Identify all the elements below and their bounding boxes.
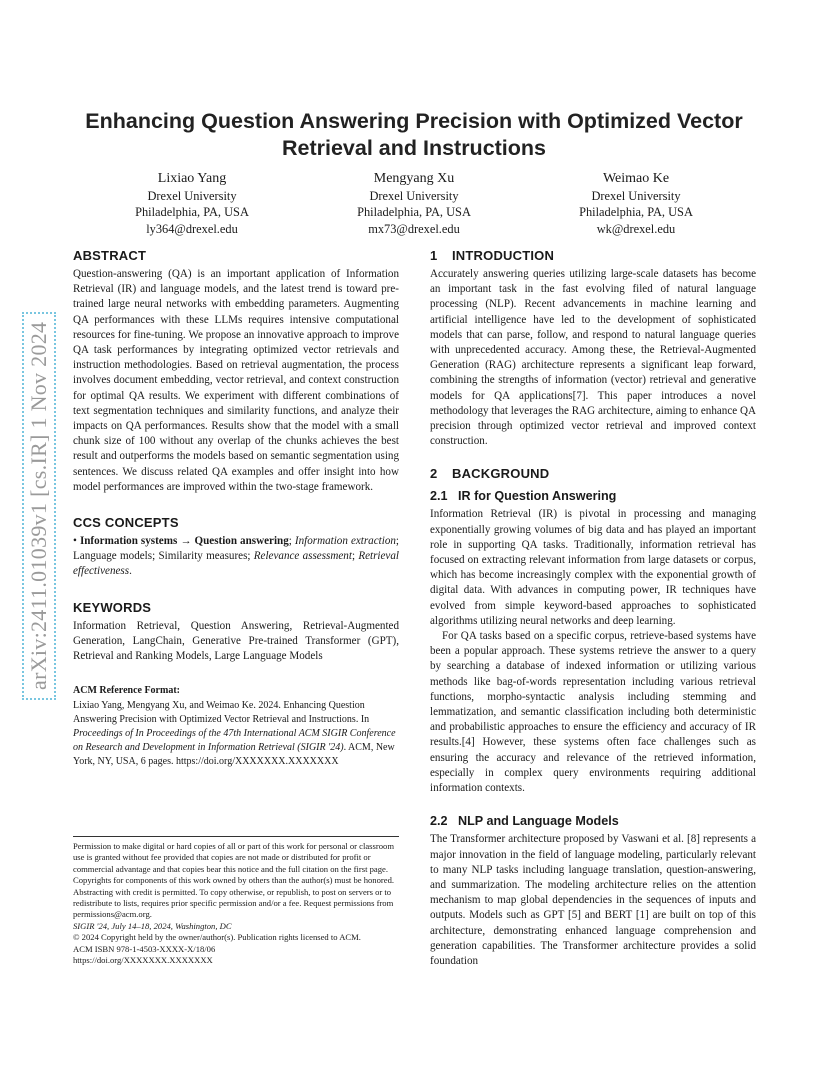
ccs-separator: ; (351, 550, 359, 563)
author-block (87, 170, 297, 237)
reference-format-heading: ACM Reference Format: (73, 685, 180, 697)
subsection-nlp-heading (430, 813, 756, 829)
background-heading (430, 466, 756, 482)
author-block (309, 170, 519, 237)
reference-part2: . ACM, New York, NY, USA, 6 pages. https://doi.org/XXXXXXX.XXXXXXX (73, 742, 395, 768)
ccs-retrieval-effectiveness: Retrieval effectiveness (73, 550, 399, 578)
keywords-text: Information Retrieval, Question Answering, Retrieval-Augmented Generation, LangChain, Generative Pre-trained Transformer (GPT), Retrieval and Ranking Models, Large Language Models (73, 619, 399, 663)
ccs-bullet: • (73, 535, 77, 548)
permission-text: Permission to make digital or hard copies of all or part of this work for personal or classroom use is granted without fee provided that copies are not made or distributed for profit or commercial advantage and that copies bear this notice and the full citation on the first page. Copyrights for components of this work owned by others than the author(s) must be honored. Abstracting with credit is permitted. To copy otherwise, or republish, to post on servers or to redistribute to lists, requires prior specific permission and/or a fee. Request permissions from permissions@acm.org. (73, 841, 395, 920)
reference-format-text (73, 699, 399, 769)
ir-qa-paragraph-2: For QA tasks based on a specific corpus, retrieve-based systems have been a popular approach. These systems retrieve the answer to a query by searching a database of indexed information or utilizing various methods like bag-of-words representation including various retrieval functions, morpho-syntactic analysis including stemming and lemmatization, and semantic classification including both deterministic and probabilistic approaches to ensure the efficiency and accuracy of IR results.[4] However, these systems often face challenges such as ensuring the accuracy and relevance of the retrieved information, especially in complex query environments requiring additional information contexts. (430, 630, 756, 795)
abstract-heading: ABSTRACT (73, 248, 147, 263)
reference-venue: Proceedings of In Proceedings of the 47th International ACM SIGIR Conference on Research and Development in Information Retrieval (SIGIR '24) (73, 728, 396, 754)
ccs-end: . (129, 565, 132, 578)
subsection-title: NLP and Language Models (458, 814, 619, 829)
author-email: ly364@drexel.edu (146, 221, 238, 236)
subsection-number: 2.1 (430, 489, 448, 504)
author-name: Weimao Ke (602, 171, 670, 186)
section-title: BACKGROUND (452, 466, 550, 482)
author-affiliation: Drexel University (369, 189, 459, 203)
author-email: mx73@drexel.edu (368, 221, 460, 236)
arxiv-stamp[interactable]: arXiv:2411.01039v1 [cs.IR] 1 Nov 2024 (22, 312, 56, 700)
author-email: wk@drexel.edu (596, 221, 676, 236)
doi-line[interactable]: https://doi.org/XXXXXXX.XXXXXXX (73, 955, 213, 966)
paper-title: Enhancing Question Answering Precision with Optimized Vector Retrieval and Instructions (85, 109, 743, 160)
ccs-separator: ; (288, 535, 295, 548)
section-number: 2 (430, 466, 438, 482)
right-column (430, 248, 756, 969)
ccs-info-systems: Information systems (79, 535, 178, 548)
ccs-information-extraction: Information extraction (294, 535, 396, 548)
copyright-line: © 2024 Copyright held by the owner/author(s). Publication rights licensed to ACM. (73, 932, 361, 943)
author-location: Philadelphia, PA, USA (357, 205, 471, 220)
subsection-number: 2.2 (430, 814, 448, 829)
permission-block (73, 836, 399, 966)
author-location: Philadelphia, PA, USA (579, 205, 693, 220)
subsection-title: IR for Question Answering (458, 489, 617, 504)
ccs-question-answering: Question answering (194, 535, 289, 548)
reference-part1: Lixiao Yang, Mengyang Xu, and Weimao Ke. 2024. Enhancing Question Answering Precision with Optimized Vector Retrieval and Instructions. In (73, 700, 370, 726)
ccs-heading: CCS CONCEPTS (73, 515, 179, 531)
section-number: 1 (430, 248, 438, 263)
subsection-ir-qa-heading (430, 488, 756, 504)
left-column (73, 248, 399, 769)
conference-line: SIGIR '24, July 14–18, 2024, Washington, DC (73, 920, 232, 931)
ccs-relevance-assessment: Relevance assessment (253, 550, 352, 563)
author-name: Lixiao Yang (157, 171, 227, 186)
author-affiliation: Drexel University (147, 189, 237, 203)
ccs-arrow: → (177, 535, 195, 548)
ir-qa-paragraph-1: Information Retrieval (IR) is pivotal in processing and managing exponentially growing volumes of big data and has played an important role in supporting QA tasks. Traditionally, information retrieval has focused on extracting relevant information from large datasets or corpus, which has become increasingly complex with the exponential growth of digital data. With advances in computing power, IR techniques have evolved from simple keyword-based approaches to sophisticated algorithms utilizing neural networks and deep learning. (430, 508, 756, 627)
author-location: Philadelphia, PA, USA (135, 205, 249, 220)
author-affiliation: Drexel University (591, 189, 681, 203)
keywords-heading: KEYWORDS (73, 599, 152, 615)
isbn-line: ACM ISBN 978-1-4503-XXXX-X/18/06 (73, 943, 216, 954)
section-title: INTRODUCTION (452, 248, 555, 263)
nlp-paragraph-1: The Transformer architecture proposed by Vaswani et al. [8] represents a major innovation in the field of language modeling, particularly relevant to many NLP tasks including language translation, question-answering, and summarization. The modeling architecture relies on the attention mechanism to map global dependencies in the sequences of inputs and outputs. Models such as GPT [5] and BERT [1] are built on top of this architecture, demonstrating enhanced language comprehension and generation capabilities. The Transformer architecture provides a solid foundation (430, 833, 756, 967)
author-block (531, 170, 741, 237)
introduction-heading (430, 248, 756, 264)
author-name: Mengyang Xu (373, 171, 455, 186)
ccs-middle: ; Language models; Similarity measures; (73, 535, 400, 563)
abstract-text: Question-answering (QA) is an important application of Information Retrieval (IR) and language models, and the latest trend is toward pre-trained large neural networks with embedding parameters. Augmenting QA performances with these LLMs requires intensive computational resources for fine-tuning. We propose an innovative approach to improve QA task performances by integrating optimized vector retrievals and instruction methodologies. Based on retrieval augmentation, the process involves document embedding, vector retrieval, and context construction for optimal QA results. We experiment with different combinations of text segmentation techniques and similarity functions, and analyze their impacts on QA performances. Results show that the model with a small chunk size of 100 without any overlap of the chunks achieves the best result and outperforms the models based on semantic segmentation using sentences. We discuss related QA examples and offer insight into how model performances are improved within the two-stage framework. (73, 268, 399, 493)
ccs-concepts (73, 534, 399, 580)
introduction-text: Accurately answering queries utilizing large-scale datasets has become an important task in the fast evolving filed of natural language processing (NLP). Recent advancements in machine learning and artificial intelligence have led to the development of sophisticated models that can parse, follow, and respond to natural language queries with unprecedented accuracy. Among these, the Retrieval-Augmented Generation (RAG) architecture represents a significant leap forward, combining the strengths of information (vector) retrieval and generative models for QA applications[7]. This paper introduces a novel methodology that leverages the RAG architecture, aiming to enhance QA precision through optimized vector retrieval and improved context construction. (430, 268, 756, 448)
